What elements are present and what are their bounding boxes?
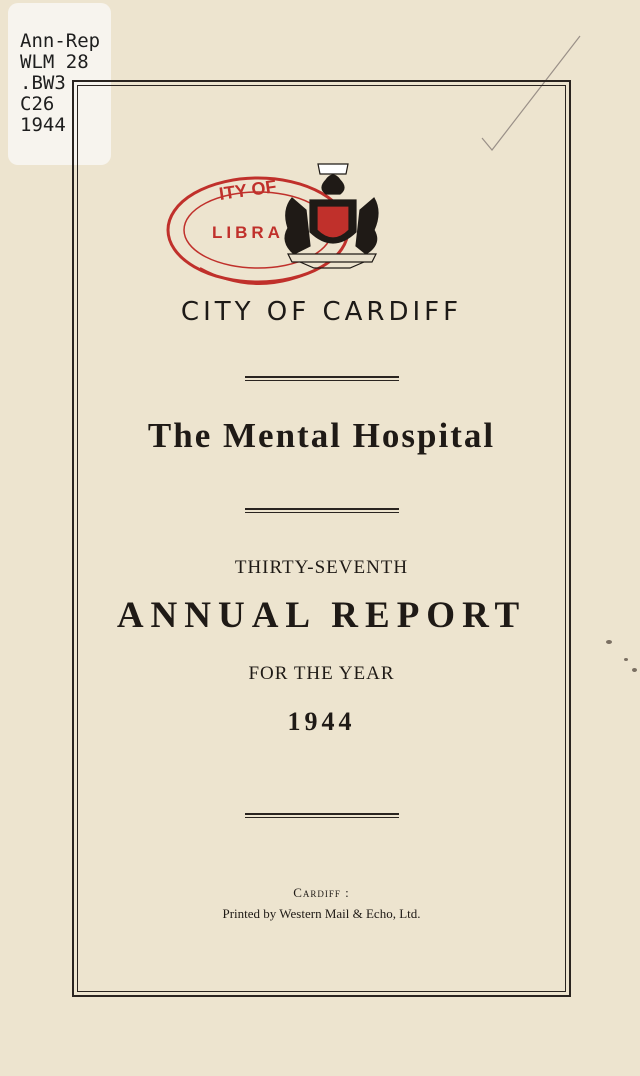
stamp-middle-text: LIBRA (212, 223, 284, 242)
city-title: CITY OF CARDIFF (180, 297, 463, 327)
report-title: ANNUAL REPORT (116, 595, 527, 636)
call-number-line: Ann-Rep (20, 30, 101, 52)
divider-rule (245, 508, 399, 513)
paper-speck (606, 640, 612, 644)
library-stamp-and-coat-of-arms (160, 150, 380, 290)
report-ordinal: THIRTY-SEVENTH (234, 557, 409, 578)
report-year: 1944 (287, 707, 356, 736)
call-number-line: .BW3 (20, 72, 66, 94)
printer-line: Printed by Western Mail & Echo, Ltd. (222, 906, 421, 921)
paper-speck (632, 668, 637, 672)
divider-rule (245, 813, 399, 818)
paper-speck (624, 658, 628, 661)
for-the-year-label: FOR THE YEAR (248, 663, 395, 684)
call-number-line: 1944 (20, 114, 66, 136)
call-number-line: WLM 28 (20, 51, 89, 73)
coat-of-arms (285, 164, 378, 268)
call-number-line: C26 (20, 93, 55, 115)
institution-title: The Mental Hospital (147, 416, 496, 455)
publication-place: Cardiff : (293, 885, 350, 900)
divider-rule (245, 376, 399, 381)
stamp-top-text: ITY OF (217, 176, 278, 204)
